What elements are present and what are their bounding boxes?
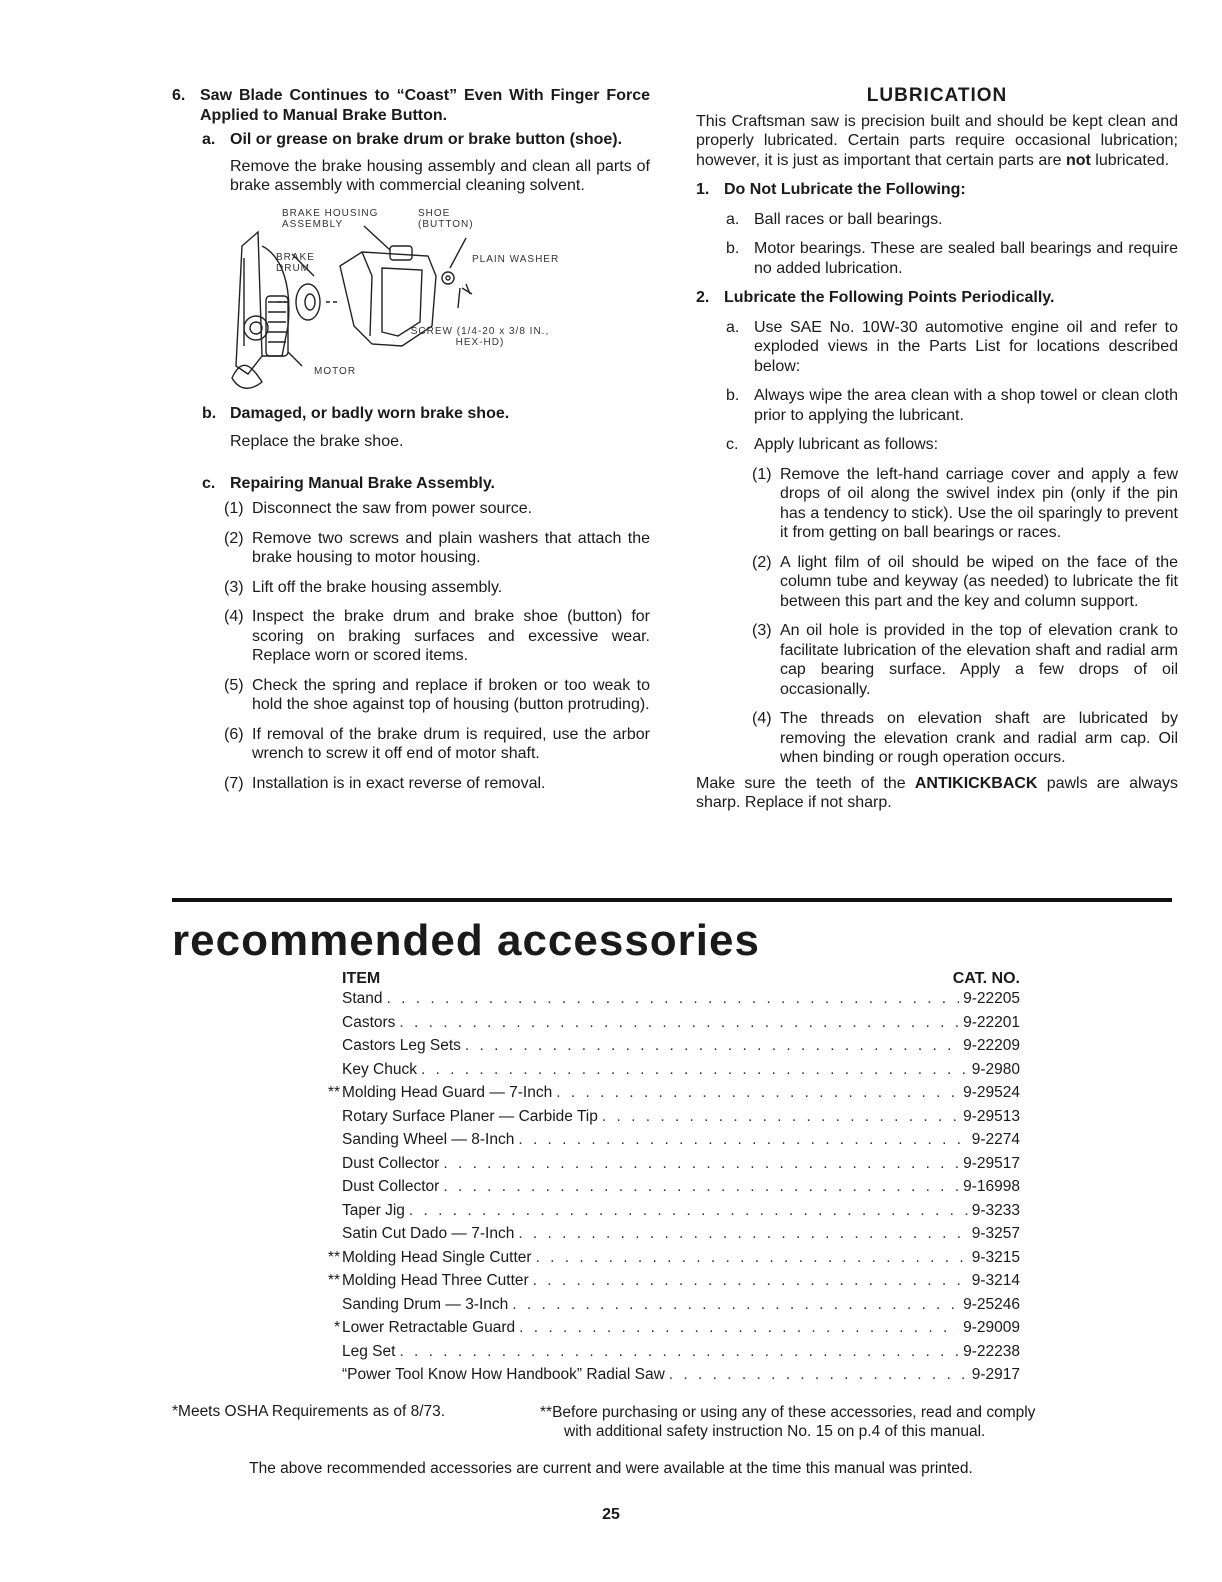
section-1-title: Do Not Lubricate the Following:: [724, 181, 966, 198]
lube-step-number: (2): [752, 553, 772, 571]
accessory-name: Taper Jig: [342, 1201, 405, 1219]
repair-step-text: Disconnect the saw from power source.: [252, 500, 533, 517]
closing-emphasis: ANTIKICKBACK: [914, 774, 1038, 792]
left-column: [172, 86, 650, 793]
accessory-leader-dots: [465, 1037, 959, 1055]
lube-step-number: (3): [752, 622, 772, 639]
accessory-leader-dots: [536, 1249, 968, 1267]
lube-step-text: A light film of oil should be wiped on the face of the column tube and keyway (as needed) to lubricate the fit between this part and the key and column support.: [780, 553, 1178, 610]
accessory-row: [310, 1178, 1020, 1202]
section-2-item-text: Use SAE No. 10W-30 automotive engine oil and refer to exploded views in the Parts List for locations described below:: [754, 318, 1178, 375]
item-b-title: Damaged, or badly worn brake shoe.: [230, 404, 510, 422]
repair-step-number: (1): [224, 500, 244, 517]
label-brake-housing: BRAKE HOUSING ASSEMBLY: [282, 207, 379, 230]
repair-step: [224, 725, 650, 764]
item-a-body: Remove the brake housing assembly and clean all parts of brake assembly with commercial cleaning solvent.: [230, 157, 650, 194]
accessory-row: [310, 1343, 1020, 1367]
accessories-header: [342, 967, 1020, 990]
label-brake-drum: BRAKE DRUM: [276, 251, 315, 274]
accessory-cat-no: 9-3214: [971, 1272, 1020, 1289]
item-c-title: Repairing Manual Brake Assembly.: [230, 474, 495, 492]
accessory-leader-dots: [512, 1296, 959, 1314]
repair-step-text: If removal of the brake drum is required, use the arbor wrench to screw it off end of motor shaft.: [252, 725, 650, 762]
item-c-number: c.: [202, 474, 216, 492]
accessory-row: [310, 1061, 1020, 1085]
accessory-name: Leg Set: [342, 1342, 396, 1360]
accessory-leader-dots: [518, 1131, 967, 1149]
repair-step: [224, 607, 650, 666]
repair-step: [224, 499, 650, 519]
accessory-marker: *: [333, 1319, 340, 1336]
cat-no-column-header: CAT. NO.: [952, 970, 1020, 987]
section-1-item-text: Motor bearings. These are sealed ball bearings and require no added lubrication.: [754, 240, 1178, 277]
accessory-name: Stand: [342, 990, 383, 1007]
accessories-title: recommended accessories: [172, 916, 760, 965]
accessories-note: The above recommended accessories are current and were available at the time this manual was printed.: [249, 1460, 973, 1477]
accessory-name: Satin Cut Dado — 7-Inch: [342, 1225, 515, 1242]
accessory-marker: **: [327, 1272, 340, 1289]
accessories-rows: [310, 990, 1020, 1390]
accessory-name: Castors Leg Sets: [342, 1037, 461, 1054]
accessory-name: Sanding Wheel — 8-Inch: [342, 1131, 515, 1148]
accessory-cat-no: 9-22201: [963, 1013, 1020, 1031]
accessory-leader-dots: [443, 1155, 959, 1173]
accessory-name: “Power Tool Know How Handbook” Radial Saw: [342, 1366, 665, 1383]
section-1: [696, 180, 1178, 200]
osha-footnote: *Meets OSHA Requirements as of 8/73.: [172, 1403, 446, 1420]
right-column: [696, 86, 1178, 813]
accessory-cat-no: 9-22209: [963, 1037, 1020, 1054]
section-2-item-number: b.: [726, 387, 740, 404]
label-motor: MOTOR: [314, 365, 357, 377]
intro-text-end: lubricated.: [1095, 151, 1170, 169]
accessory-leader-dots: [409, 1202, 968, 1220]
lube-step: [752, 553, 1178, 612]
repair-step-number: (7): [224, 774, 244, 792]
accessory-name: Molding Head Three Cutter: [342, 1272, 529, 1289]
label-shoe: SHOE (BUTTON): [418, 207, 474, 230]
item-a-title: Oil or grease on brake drum or brake button (shoe).: [230, 131, 623, 148]
brake-assembly-drawing: [222, 206, 562, 396]
accessory-leader-dots: [556, 1084, 959, 1102]
lube-step-number: (4): [752, 710, 772, 727]
repair-step-number: (2): [224, 529, 244, 547]
accessory-row: [310, 1319, 1020, 1343]
accessory-leader-dots: [443, 1178, 959, 1196]
section-2-item-number: c.: [726, 436, 739, 453]
item-column-header: ITEM: [342, 970, 381, 987]
accessory-cat-no: 9-3257: [971, 1225, 1020, 1242]
accessory-cat-no: 9-29524: [963, 1084, 1020, 1101]
section-1-item: [726, 239, 1178, 278]
accessory-row: [310, 1202, 1020, 1226]
lube-step-number: (1): [752, 465, 772, 483]
lubrication-title: LUBRICATION: [866, 85, 1008, 106]
section-2-number: 2.: [696, 289, 710, 306]
accessory-leader-dots: [519, 1319, 959, 1337]
repair-step: [224, 578, 650, 598]
lubrication-closing: [696, 774, 1178, 813]
section-2-item-text: Always wipe the area clean with a shop towel or clean cloth prior to applying the lubricant.: [754, 387, 1178, 424]
accessory-cat-no: 9-2980: [971, 1060, 1020, 1078]
accessory-cat-no: 9-16998: [963, 1178, 1020, 1195]
item-b: [202, 404, 650, 424]
section-2-item: [726, 386, 1178, 425]
accessory-name: Dust Collector: [342, 1178, 440, 1195]
closing-text-end: pawls are always sharp. Replace if not sharp.: [696, 774, 1179, 811]
lube-step-text: The threads on elevation shaft are lubricated by removing the elevation crank and radial arm cap. Oil when binding or rough operation occurs.: [780, 710, 1178, 766]
accessory-name: Castors: [342, 1013, 396, 1031]
closing-text: Make sure the teeth of the: [696, 774, 906, 792]
accessory-cat-no: 9-29009: [963, 1319, 1020, 1336]
section-2-item: [726, 435, 1178, 455]
accessory-name: Key Chuck: [342, 1060, 417, 1078]
accessory-row: [310, 1108, 1020, 1132]
accessory-cat-no: 9-25246: [963, 1295, 1020, 1313]
item-b-body: Replace the brake shoe.: [230, 433, 404, 450]
section-1-item: [726, 210, 1178, 230]
accessory-cat-no: 9-3233: [971, 1201, 1020, 1219]
safety-footnote: [540, 1403, 1180, 1441]
section-2-item-number: a.: [726, 318, 740, 336]
accessory-row: [310, 1131, 1020, 1155]
brake-assembly-figure: [222, 206, 562, 396]
accessory-row: [310, 1225, 1020, 1249]
accessory-name: Sanding Drum — 3-Inch: [342, 1295, 509, 1313]
accessory-row: [310, 1155, 1020, 1179]
accessory-row: [310, 1037, 1020, 1061]
repair-step: [224, 529, 650, 568]
brake-repair-steps: [172, 499, 650, 793]
accessory-row: [310, 1249, 1020, 1273]
accessories-table: [310, 967, 1020, 1390]
accessory-marker: **: [327, 1084, 340, 1101]
accessory-name: Dust Collector: [342, 1154, 440, 1172]
lubrication-steps: [696, 465, 1178, 768]
section-1-item-number: b.: [726, 240, 740, 257]
repair-step-number: (3): [224, 578, 244, 596]
section-2-title: Lubricate the Following Points Periodically.: [724, 289, 1055, 306]
accessory-cat-no: 9-22205: [963, 990, 1020, 1007]
section-1-item-number: a.: [726, 210, 740, 228]
accessory-name: Molding Head Single Cutter: [342, 1248, 532, 1266]
safety-footnote-line1: **Before purchasing or using any of these accessories, read and comply: [540, 1404, 1036, 1421]
item-6-number: 6.: [172, 87, 186, 104]
accessory-row: [310, 1014, 1020, 1038]
repair-step-number: (4): [224, 608, 244, 625]
repair-step-text: Installation is in exact reverse of removal.: [252, 774, 546, 792]
accessory-marker: **: [327, 1248, 340, 1266]
accessory-name: Lower Retractable Guard: [342, 1319, 516, 1336]
lube-step-text: An oil hole is provided in the top of elevation crank to facilitate lubrication of the elevation shaft and radial arm cap bearing surface. Apply a few drops of oil occasionally.: [780, 622, 1178, 698]
accessory-leader-dots: [518, 1225, 967, 1243]
intro-emphasis: not: [1065, 151, 1091, 169]
accessory-name: Rotary Surface Planer — Carbide Tip: [342, 1107, 598, 1125]
lube-step: [752, 621, 1178, 699]
accessory-row: [310, 1272, 1020, 1296]
accessory-name: Molding Head Guard — 7-Inch: [342, 1084, 553, 1101]
accessory-leader-dots: [421, 1061, 968, 1079]
intro-text: This Craftsman saw is precision built and should be kept clean and properly lubricated. Certain parts require occasional lubrication; however, it is just as important that certain parts are: [696, 112, 1178, 169]
lube-step-text: Remove the left-hand carriage cover and apply a few drops of oil along the swivel index pin (only if the pin has a tendency to stick). Use the oil sparingly to prevent it from getting on ball bearings or races.: [780, 465, 1178, 541]
accessory-cat-no: 9-2917: [971, 1366, 1020, 1383]
item-b-number: b.: [202, 404, 217, 422]
accessory-row: [310, 1084, 1020, 1108]
accessory-row: [310, 1296, 1020, 1320]
accessory-cat-no: 9-3215: [971, 1248, 1020, 1266]
repair-step-text: Lift off the brake housing assembly.: [252, 578, 503, 596]
accessory-cat-no: 9-2274: [971, 1131, 1020, 1148]
repair-step-number: (5): [224, 676, 244, 694]
repair-step: [224, 676, 650, 715]
repair-step-text: Inspect the brake drum and brake shoe (button) for scoring on braking surfaces and excessive wear. Replace worn or scored items.: [252, 608, 650, 664]
accessory-cat-no: 9-29513: [963, 1107, 1020, 1125]
section-divider: [172, 898, 1172, 902]
accessory-cat-no: 9-29517: [963, 1154, 1020, 1172]
accessory-row: [310, 1366, 1020, 1390]
item-6: [172, 86, 650, 125]
section-2-item: [726, 318, 1178, 377]
section-1-number: 1.: [696, 181, 710, 198]
repair-step-number: (6): [224, 725, 244, 743]
accessory-leader-dots: [669, 1366, 968, 1384]
safety-footnote-line2: with additional safety instruction No. 15 on p.4 of this manual.: [564, 1423, 986, 1440]
item-a: [202, 130, 650, 150]
repair-step-text: Check the spring and replace if broken or too weak to hold the shoe against top of housing (button protruding).: [252, 676, 650, 713]
accessory-leader-dots: [387, 990, 960, 1008]
section-2: [696, 288, 1178, 308]
item-c: [202, 474, 650, 494]
accessory-leader-dots: [399, 1014, 959, 1032]
item-a-number: a.: [202, 131, 216, 148]
lubrication-intro: [696, 112, 1178, 171]
accessory-row: [310, 990, 1020, 1014]
page-number: 25: [602, 1506, 620, 1523]
label-plain-washer: PLAIN WASHER: [472, 253, 560, 265]
section-2-item-text: Apply lubricant as follows:: [754, 436, 939, 453]
repair-step: [224, 774, 650, 794]
lube-step: [752, 709, 1178, 768]
label-screw: SCREW (1/4-20 x 3/8 IN., HEX-HD): [410, 325, 550, 348]
accessory-leader-dots: [399, 1343, 959, 1361]
accessory-leader-dots: [533, 1272, 968, 1290]
repair-step-text: Remove two screws and plain washers that attach the brake housing to motor housing.: [252, 529, 650, 566]
lube-step: [752, 465, 1178, 543]
section-1-item-text: Ball races or ball bearings.: [754, 210, 943, 228]
item-6-title: Saw Blade Continues to “Coast” Even With Finger Force Applied to Manual Brake Button.: [200, 87, 650, 124]
accessory-cat-no: 9-22238: [963, 1342, 1020, 1360]
accessory-leader-dots: [602, 1108, 959, 1126]
